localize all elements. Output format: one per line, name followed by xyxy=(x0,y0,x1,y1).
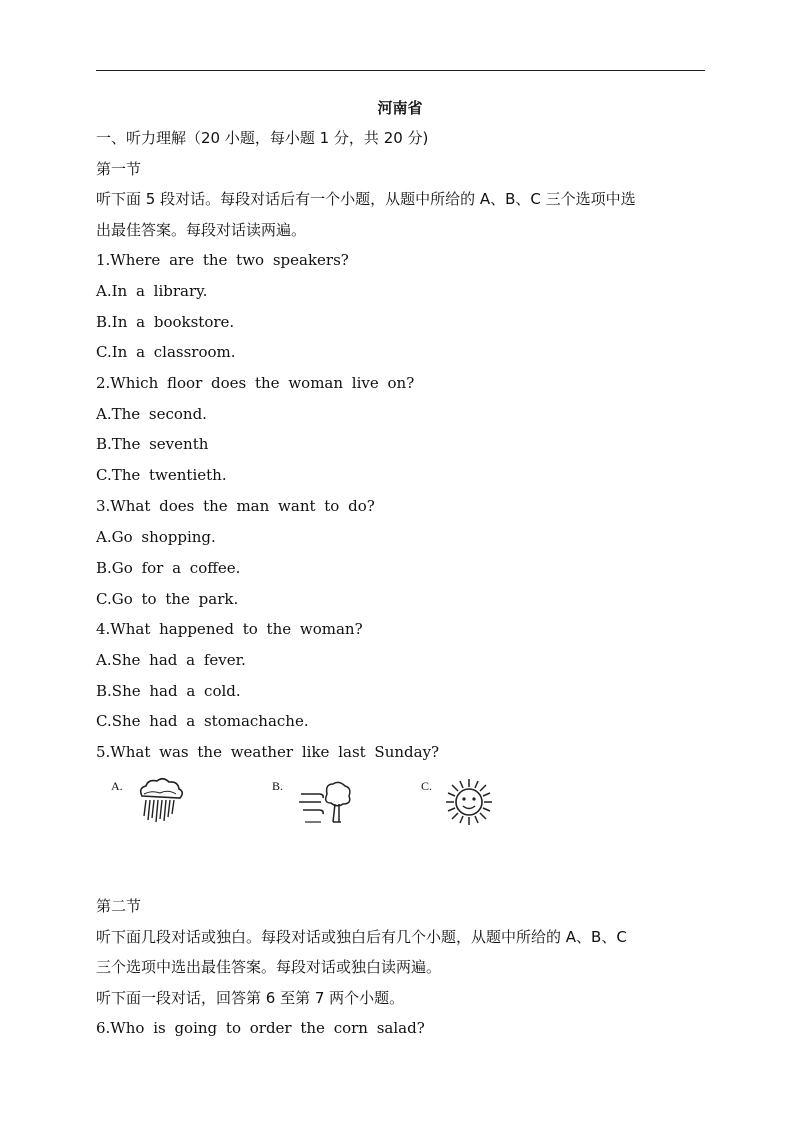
question-2: 2.Which floor does the woman live on? xyxy=(96,374,415,392)
wind-tree-icon xyxy=(297,776,353,828)
part1-instruction-1: 听下面 5 段对话。每段对话后有一个小题，从题中所给的 A、B、C 三个选项中选 xyxy=(96,190,636,208)
option-5b-label: B. xyxy=(272,779,284,793)
question-5: 5.What was the weather like last Sunday? xyxy=(96,743,440,761)
part2-label: 第二节 xyxy=(96,897,142,915)
part1-instruction-2: 出最佳答案。每段对话读两遍。 xyxy=(96,221,307,239)
section-header: 一、听力理解（20 小题，每小题 1 分，共 20 分) xyxy=(96,129,429,147)
option-2b: B.The seventh xyxy=(96,435,209,453)
option-3b: B.Go for a coffee. xyxy=(96,559,241,577)
rain-cloud-icon xyxy=(134,776,186,828)
option-1b: B.In a bookstore. xyxy=(96,313,235,331)
question-4: 4.What happened to the woman? xyxy=(96,620,363,638)
part2-instruction-2: 三个选项中选出最佳答案。每段对话或独白读两遍。 xyxy=(96,958,442,976)
question-1: 1.Where are the two speakers? xyxy=(96,251,349,269)
option-2a: A.The second. xyxy=(96,405,207,423)
page-title: 河南省 xyxy=(377,99,423,117)
question-3: 3.What does the man want to do? xyxy=(96,497,375,515)
part2-instruction-1: 听下面几段对话或独白。每段对话或独白后有几个小题，从题中所给的 A、B、C xyxy=(96,928,627,946)
option-1a: A.In a library. xyxy=(96,282,208,300)
part2-instruction-3: 听下面一段对话，回答第 6 至第 7 两个小题。 xyxy=(96,989,405,1007)
option-5a-label: A. xyxy=(111,779,123,793)
option-4a: A.She had a fever. xyxy=(96,651,246,669)
option-5c-label: C. xyxy=(421,779,433,793)
option-3a: A.Go shopping. xyxy=(96,528,216,546)
option-2c: C.The twentieth. xyxy=(96,466,227,484)
header-rule xyxy=(96,70,705,71)
option-4c: C.She had a stomachache. xyxy=(96,712,309,730)
question-6: 6.Who is going to order the corn salad? xyxy=(96,1019,425,1037)
option-4b: B.She had a cold. xyxy=(96,682,241,700)
option-1c: C.In a classroom. xyxy=(96,343,236,361)
sun-icon xyxy=(444,777,494,827)
part1-label: 第一节 xyxy=(96,160,142,178)
option-3c: C.Go to the park. xyxy=(96,590,239,608)
